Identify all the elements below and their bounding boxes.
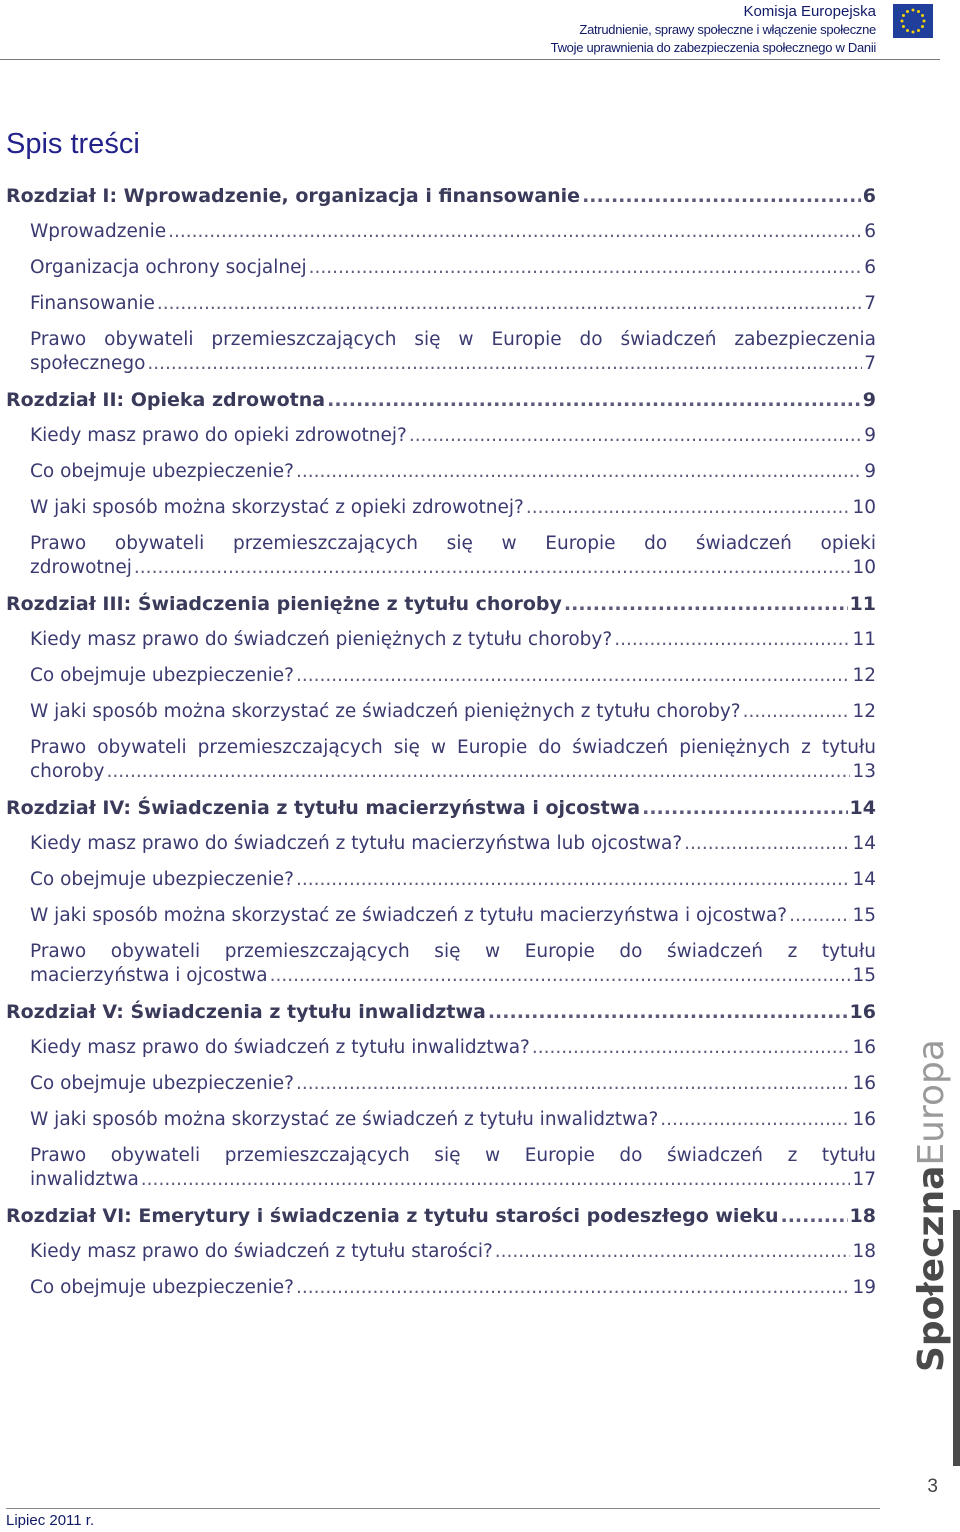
toc-leader-dots: [168, 220, 862, 244]
toc-chapter-heading[interactable]: [6, 184, 876, 220]
toc-chapter-label: Rozdział III: Świadczenia pieniężne z tytułu choroby: [6, 593, 562, 615]
toc-leader-dots: [488, 1000, 848, 1024]
toc-entry[interactable]: [6, 736, 876, 784]
toc-entry[interactable]: [6, 1072, 876, 1108]
toc-page-number: 15: [852, 965, 876, 986]
toc-leader-dots: [781, 1204, 848, 1228]
side-brand-light: Europa: [911, 1039, 952, 1166]
toc-chapter-label: Rozdział I: Wprowadzenie, organizacja i finansowanie: [6, 185, 581, 207]
organization-name: Komisja Europejska: [743, 3, 876, 20]
header-divider: [0, 59, 940, 60]
toc-leader-dots: [147, 352, 862, 376]
toc-entry-label: Kiedy masz prawo do świadczeń pieniężnych z tytułu choroby?: [30, 629, 613, 650]
toc-entry-label: Co obejmuje ubezpieczenie?: [30, 665, 295, 686]
toc-entry-label-line2: zdrowotnej: [30, 557, 132, 578]
toc-page-number: 12: [852, 665, 876, 686]
toc-page-number: 11: [849, 593, 876, 615]
toc-entry[interactable]: [6, 868, 876, 904]
toc-entry[interactable]: [6, 664, 876, 700]
flag-star-icon: [912, 9, 915, 12]
toc-entry-label: W jaki sposób można skorzystać ze świadczeń z tytułu macierzyństwa i ojcostwa?: [30, 905, 788, 926]
toc-page-number: 11: [852, 629, 876, 650]
flag-star-icon: [902, 25, 905, 28]
toc-entry[interactable]: [6, 1144, 876, 1192]
toc-chapter: [6, 592, 876, 784]
toc-title: Spis treści: [6, 128, 140, 160]
footer-divider: [6, 1508, 880, 1509]
toc-leader-dots: [296, 868, 850, 892]
toc-entry-line2: [30, 760, 876, 784]
toc-entry-label: W jaki sposób można skorzystać z opieki zdrowotnej?: [30, 497, 524, 518]
flag-star-icon: [923, 20, 926, 23]
toc-page-number: 14: [852, 869, 876, 890]
toc-leader-dots: [296, 1072, 850, 1096]
toc-chapter-heading[interactable]: [6, 388, 876, 424]
toc-entry[interactable]: [6, 832, 876, 868]
toc-leader-dots: [309, 256, 863, 280]
toc-leader-dots: [743, 700, 851, 724]
toc-entry-label: Co obejmuje ubezpieczenie?: [30, 1073, 295, 1094]
toc-chapter-label: Rozdział II: Opieka zdrowotna: [6, 389, 326, 411]
flag-star-icon: [917, 10, 920, 13]
document-title: Twoje uprawnienia do zabezpieczenia społecznego w Danii: [550, 40, 876, 55]
toc-page-number: 18: [849, 1205, 876, 1227]
toc-chapter: [6, 388, 876, 580]
toc-entry[interactable]: [6, 424, 876, 460]
toc-chapter-label: Rozdział IV: Świadczenia z tytułu macierzyństwa i ojcostwa: [6, 797, 641, 819]
toc-page-number: 12: [852, 701, 876, 722]
toc-page-number: 6: [862, 185, 876, 207]
toc-entry[interactable]: [6, 256, 876, 292]
toc-entry-line2: [30, 556, 876, 580]
side-brand-bold: Społeczna: [911, 1165, 952, 1372]
toc-page-number: 9: [862, 389, 876, 411]
toc-chapter: [6, 1000, 876, 1192]
toc-chapter: [6, 1204, 876, 1312]
flag-star-icon: [901, 20, 904, 23]
flag-star-icon: [912, 31, 915, 34]
toc-page-number: 16: [852, 1073, 876, 1094]
toc-entry-label: Co obejmuje ubezpieczenie?: [30, 461, 295, 482]
toc-leader-dots: [660, 1108, 850, 1132]
toc-entry[interactable]: [6, 496, 876, 532]
toc-page-number: 10: [852, 557, 876, 578]
toc-entry-label: Kiedy masz prawo do świadczeń z tytułu macierzyństwa lub ojcostwa?: [30, 833, 683, 854]
toc-leader-dots: [296, 664, 850, 688]
header-text: [551, 3, 876, 57]
side-brand-logo: [911, 1039, 960, 1372]
toc-chapter-heading[interactable]: [6, 796, 876, 832]
toc-entry-line2: [30, 964, 876, 988]
toc-entry-label: Co obejmuje ubezpieczenie?: [30, 1277, 295, 1298]
toc-page-number: 13: [852, 761, 876, 782]
toc-entry-label: Wprowadzenie: [30, 221, 167, 242]
toc-entry[interactable]: [6, 940, 876, 988]
toc-entry-label-line2: choroby: [30, 761, 105, 782]
toc-leader-dots: [409, 424, 862, 448]
eu-flag-icon: [893, 4, 933, 38]
toc-page-number: 9: [864, 425, 876, 446]
toc-entry-label-line1: Prawo obywateli przemieszczających się w Europie do świadczeń z tytułu: [30, 941, 876, 962]
toc-page-number: 17: [852, 1169, 876, 1190]
toc-entry[interactable]: [6, 292, 876, 328]
toc-leader-dots: [157, 292, 862, 316]
toc-chapter-label: Rozdział VI: Emerytury i świadczenia z tytułu starości podeszłego wieku: [6, 1205, 779, 1227]
toc-leader-dots: [106, 760, 850, 784]
toc-chapter-heading[interactable]: [6, 592, 876, 628]
page-number: 3: [927, 1476, 938, 1497]
toc-entry[interactable]: [6, 1108, 876, 1144]
toc-entry[interactable]: [6, 328, 876, 376]
toc-page-number: 9: [864, 461, 876, 482]
toc-page-number: 7: [864, 353, 876, 374]
toc-chapter: [6, 184, 876, 376]
toc-leader-dots: [582, 184, 861, 208]
toc-page-number: 14: [852, 833, 876, 854]
toc-entry-label: W jaki sposób można skorzystać ze świadczeń pieniężnych z tytułu choroby?: [30, 701, 741, 722]
flag-star-icon: [917, 29, 920, 32]
flag-star-icon: [902, 14, 905, 17]
toc-entry-label: Organizacja ochrony socjalnej: [30, 257, 307, 278]
toc-chapter-heading[interactable]: [6, 1000, 876, 1036]
toc-leader-dots: [642, 796, 847, 820]
toc-chapter-label: Rozdział V: Świadczenia z tytułu inwalidztwa: [6, 1001, 486, 1023]
toc-leader-dots: [141, 1168, 851, 1192]
toc-leader-dots: [296, 460, 862, 484]
toc-leader-dots: [296, 1276, 850, 1300]
table-of-contents: [6, 184, 876, 1324]
toc-page-number: 16: [852, 1109, 876, 1130]
toc-entry-label: Finansowanie: [30, 293, 155, 314]
toc-page-number: 18: [852, 1241, 876, 1262]
department-name: Zatrudnienie, sprawy społeczne i włączenie społeczne: [579, 22, 876, 37]
toc-page-number: 6: [864, 257, 876, 278]
toc-page-number: 16: [849, 1001, 876, 1023]
toc-entry-label: Kiedy masz prawo do opieki zdrowotnej?: [30, 425, 407, 446]
toc-entry-label-line1: Prawo obywateli przemieszczających się w Europie do świadczeń opieki: [30, 533, 876, 554]
toc-leader-dots: [327, 388, 861, 412]
toc-leader-dots: [270, 964, 851, 988]
flag-star-icon: [921, 25, 924, 28]
toc-entry[interactable]: [6, 1036, 876, 1072]
toc-page-number: 14: [849, 797, 876, 819]
toc-entry[interactable]: [6, 1240, 876, 1276]
toc-entry-line2: [30, 352, 876, 376]
toc-entry-label: Co obejmuje ubezpieczenie?: [30, 869, 295, 890]
toc-entry-label-line2: społecznego: [30, 353, 146, 374]
toc-page-number: 10: [852, 497, 876, 518]
toc-entry-label: Kiedy masz prawo do świadczeń z tytułu starości?: [30, 1241, 493, 1262]
toc-leader-dots: [614, 628, 850, 652]
toc-entry[interactable]: [6, 220, 876, 256]
toc-entry[interactable]: [6, 460, 876, 496]
toc-entry-label: W jaki sposób można skorzystać ze świadczeń z tytułu inwalidztwa?: [30, 1109, 659, 1130]
toc-entry-label-line1: Prawo obywateli przemieszczających się w Europie do świadczeń z tytułu: [30, 1145, 876, 1166]
toc-entry[interactable]: [6, 1276, 876, 1312]
toc-chapter-heading[interactable]: [6, 1204, 876, 1240]
toc-page-number: 19: [852, 1277, 876, 1298]
toc-page-number: 16: [852, 1037, 876, 1058]
toc-entry[interactable]: [6, 628, 876, 664]
toc-page-number: 7: [864, 293, 876, 314]
toc-chapter: [6, 796, 876, 988]
toc-entry-label-line2: macierzyństwa i ojcostwa: [30, 965, 268, 986]
toc-entry[interactable]: [6, 904, 876, 940]
flag-star-icon: [906, 10, 909, 13]
toc-leader-dots: [134, 556, 851, 580]
toc-leader-dots: [564, 592, 848, 616]
toc-leader-dots: [526, 496, 851, 520]
toc-entry-label-line2: inwalidztwa: [30, 1169, 139, 1190]
flag-star-icon: [906, 29, 909, 32]
toc-entry-line2: [30, 1168, 876, 1192]
toc-entry-label-line1: Prawo obywateli przemieszczających się w Europie do świadczeń zabezpieczenia: [30, 329, 876, 350]
toc-entry-label: Kiedy masz prawo do świadczeń z tytułu inwalidztwa?: [30, 1037, 530, 1058]
flag-star-icon: [921, 14, 924, 17]
toc-leader-dots: [684, 832, 850, 856]
toc-entry[interactable]: [6, 700, 876, 736]
toc-leader-dots: [789, 904, 850, 928]
toc-leader-dots: [532, 1036, 851, 1060]
toc-entry-label-line1: Prawo obywateli przemieszczających się w Europie do świadczeń pieniężnych z tytułu: [30, 737, 876, 758]
footer-date: Lipiec 2011 r.: [6, 1512, 95, 1529]
toc-entry[interactable]: [6, 532, 876, 580]
toc-page-number: 6: [864, 221, 876, 242]
toc-leader-dots: [495, 1240, 851, 1264]
toc-page-number: 15: [852, 905, 876, 926]
page-header: [0, 0, 960, 62]
